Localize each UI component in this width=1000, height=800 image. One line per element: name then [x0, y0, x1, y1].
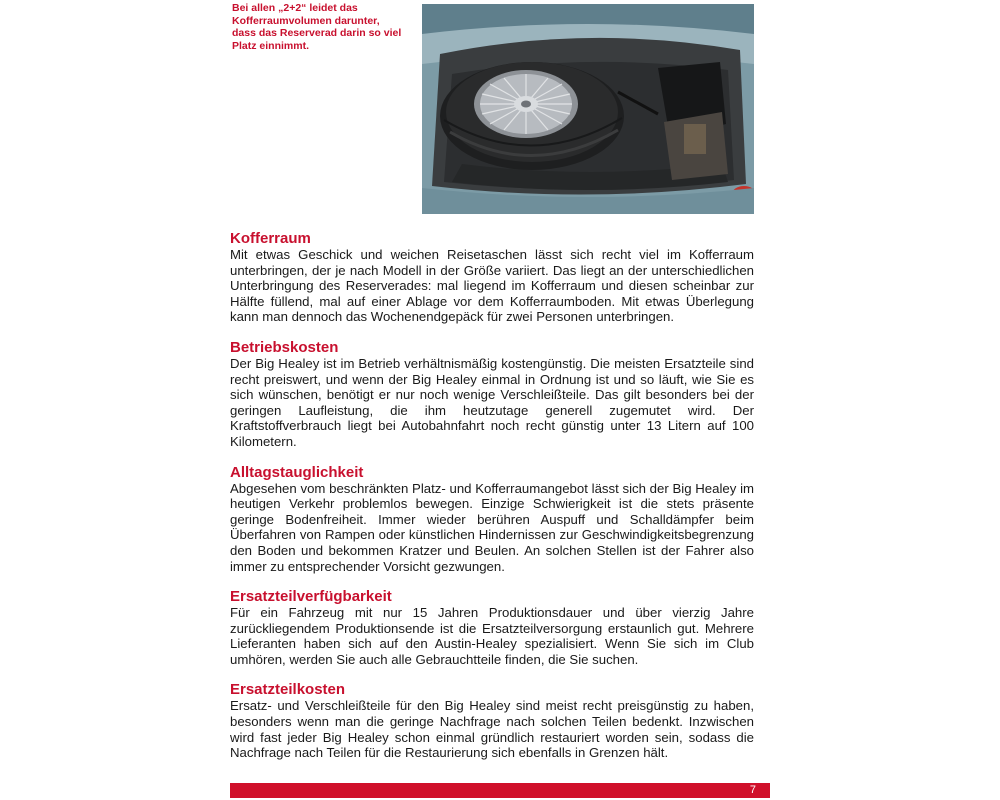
section-ersatzteilkosten	[230, 681, 754, 760]
section-paragraph: Für ein Fahrzeug mit nur 15 Jahren Produktionsdauer und über vierzig Jahre zurückliegendem Produktionsende ist die Ersatzteilversorgung erstaunlich gut. Mehrere Lieferanten haben sich auf den Austin-Healey spezialisiert. Wenn Sie sich im Club umhören, werden Sie auch alle Gebrauchtteile finden, die Sie suchen.	[230, 605, 754, 667]
section-paragraph: Abgesehen vom beschränkten Platz- und Kofferraumangebot lässt sich der Big Healey im heutigen Verkehr problemlos bewegen. Einzige Schwierigkeit ist die stets präsente geringe Bodenfreiheit. Immer wieder berühren Auspuff und Schalldämpfer beim Überfahren von Rampen oder künstlichen Hindernissen zur Geschwindigkeitsbegrenzung den Boden und bekommen Kratzer und Beulen. An solchen Stellen ist der Fahrer also immer zu entsprechender Vorsicht gezwungen.	[230, 480, 754, 574]
section-paragraph: Ersatz- und Verschleißteile für den Big Healey sind meist recht preisgünstig zu haben, besonders wenn man die geringe Nachfrage nach solchen Teilen bedenkt. Inzwischen wird fast jeder Big Healey schon einmal gründlich restauriert worden sein, sodass die Nachfrage nach Teilen für die Restaurierung sich ebenfalls in Grenzen hält.	[230, 698, 754, 761]
section-heading: Ersatzteilverfügbarkeit	[230, 588, 392, 606]
section-heading: Ersatzteilkosten	[230, 681, 346, 699]
section-paragraph: Der Big Healey ist im Betrieb verhältnismäßig kostengünstig. Die meisten Ersatzteile sind recht preiswert, und wenn der Big Healey einmal in Ordnung ist und so läuft, wie Sie es sich wünschen, benötigt er nur noch wenige Verschleißteile. Das gilt besonders bei der geringen Laufleistung, die ihm heutzutage generell zugemutet wird. Der Kraftstoffverbrauch liegt bei Autobahnfahrt noch recht günstig unter 13 Litern auf 100 Kilometern.	[230, 355, 754, 449]
section-heading: Alltagstauglichkeit	[230, 463, 364, 481]
trunk-photo	[422, 4, 754, 214]
footer-bar	[230, 783, 770, 798]
page-number: 7	[749, 784, 756, 796]
photo-caption: Bei allen „2+2“ leidet das Kofferraumvolumen darunter, dass das Reserverad darin so viel Platz einnimmt.	[232, 2, 402, 52]
section-heading: Kofferraum	[230, 230, 311, 247]
section-paragraph: Mit etwas Geschick und weichen Reisetaschen lässt sich recht viel im Kofferraum unterbringen, der je nach Modell in der Größe variiert. Das liegt an der unterschiedlichen Unterbringung des Reserverades: mal liegend im Kofferraum und diesen scheinbar zur Hälfte füllend, mal auf einer Ablage vor dem Kofferraumboden. Mit etwas Überlegung kann man dennoch das Wochenendgepäck für zwei Personen unterbringen.	[230, 247, 754, 325]
section-alltagstauglichkeit	[230, 464, 754, 575]
section-heading: Betriebskosten	[230, 338, 339, 356]
section-betriebskosten	[230, 339, 754, 450]
section-ersatzteilverfuegbarkeit	[230, 588, 754, 667]
section-kofferraum	[230, 230, 754, 325]
main-text	[230, 230, 754, 775]
